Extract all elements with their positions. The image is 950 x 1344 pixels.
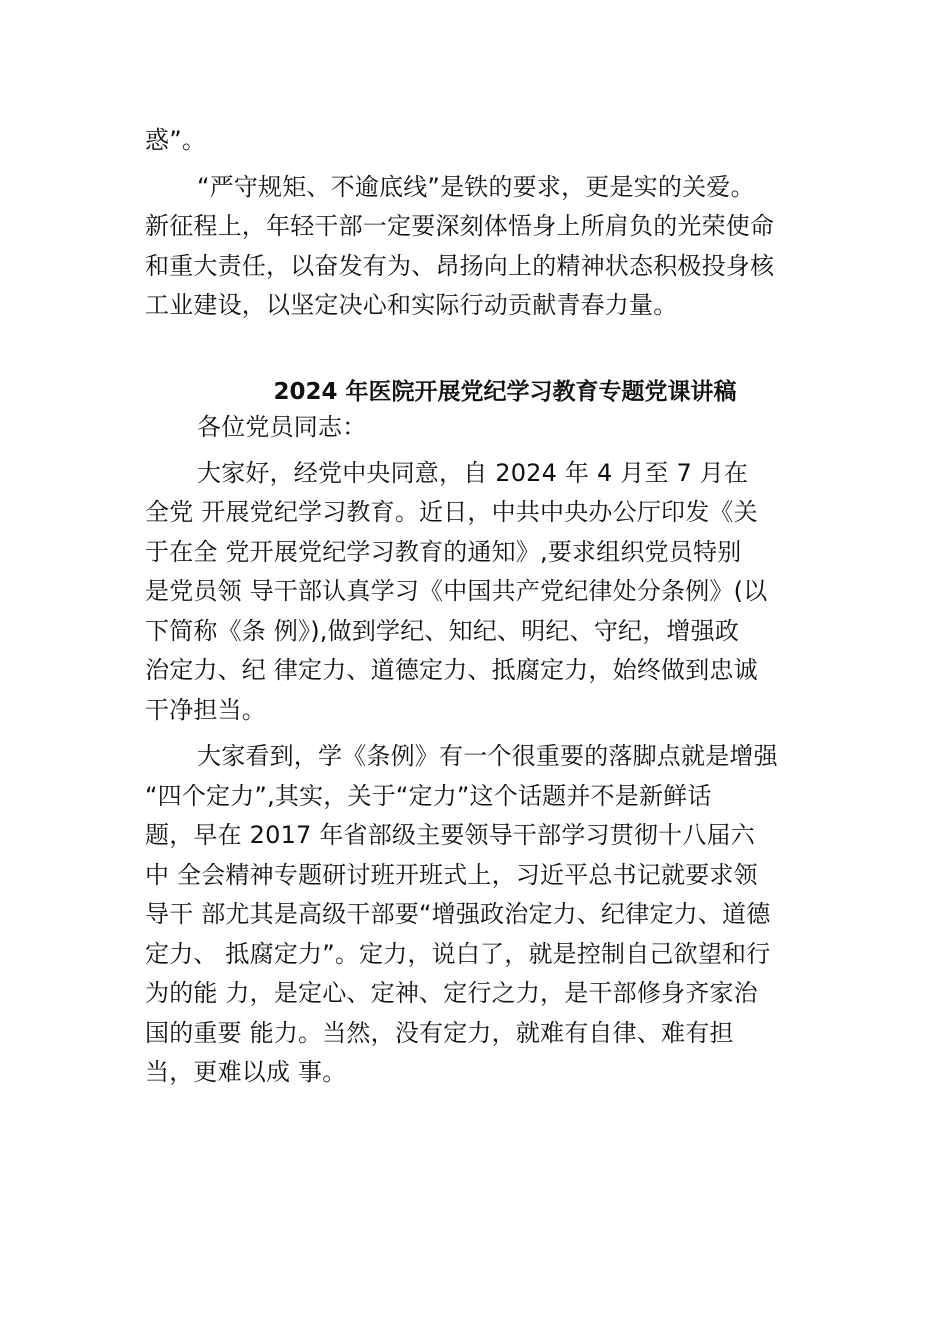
- paragraph-intro: [145, 454, 825, 731]
- text-line: 导干 部尤其是高级干部要“增强政治定力、纪律定力、道德: [145, 900, 771, 928]
- text-line: 干净担当。: [145, 695, 266, 724]
- salutation-text: 各位党员同志：: [197, 413, 367, 441]
- text-line: 中 全会精神专题研讨班开班式上，习近平总书记就要求领: [145, 860, 758, 889]
- text-line: “四个定力”,其实，关于“定力”这个话题并不是新鲜话: [145, 781, 712, 810]
- text-line: 是党员领 导干部认真学习《中国共产党纪律处分条例》(以: [145, 577, 768, 605]
- text-line: 大家看到，学《条例》有一个很重要的落脚点就是增强: [197, 742, 778, 770]
- text-line: 定力、 抵腐定力”。定力，说白了，就是控制自己欲望和行: [145, 939, 771, 968]
- text-line: 和重大责任，以奋发有为、昂扬向上的精神状态积极投身核: [145, 251, 775, 280]
- text-line: 下简称《条 例》),做到学纪、知纪、明纪、守纪，增强政: [145, 616, 740, 645]
- speech-body: [145, 408, 825, 1093]
- text-line: “严守规矩、不逾底线”是铁的要求，更是实的关爱。: [197, 172, 755, 201]
- text-line: 治定力、纪 律定力、道德定力、抵腐定力，始终做到忠诚: [145, 656, 758, 684]
- prev-paragraph-end: [145, 121, 825, 161]
- text-line: 当，更难以成 事。: [145, 1058, 347, 1086]
- text-line: 新征程上，年轻干部一定要深刻体悟身上所肩负的光荣使命: [145, 212, 775, 240]
- text-line: 国的重要 能力。当然，没有定力，就难有自律、难有担: [145, 1018, 734, 1047]
- paragraph-definition: [145, 737, 825, 1093]
- text-line: 为的能 力，是定心、定神、定行之力，是干部修身齐家治: [145, 979, 758, 1007]
- text-line: 题，早在 2017 年省部级主要领导干部学习贯彻十八届六: [145, 821, 755, 849]
- previous-section: [145, 121, 825, 326]
- text-line: 工业建设，以坚定决心和实际行动贡献青春力量。: [145, 291, 678, 319]
- salutation: [145, 408, 825, 448]
- section-title: 2024 年医院开展党纪学习教育专题党课讲稿: [273, 379, 737, 405]
- text-line: 惑”。: [145, 126, 207, 154]
- text-line: 全党 开展党纪学习教育。近日，中共中央办公厅印发《关: [145, 498, 758, 526]
- text-line: 于在全 党开展党纪学习教育的通知》,要求组织党员特别: [145, 537, 742, 566]
- prev-paragraph-conclusion: [145, 168, 825, 326]
- text-line: 大家好，经党中央同意，自 2024 年 4 月至 7 月在: [197, 458, 749, 487]
